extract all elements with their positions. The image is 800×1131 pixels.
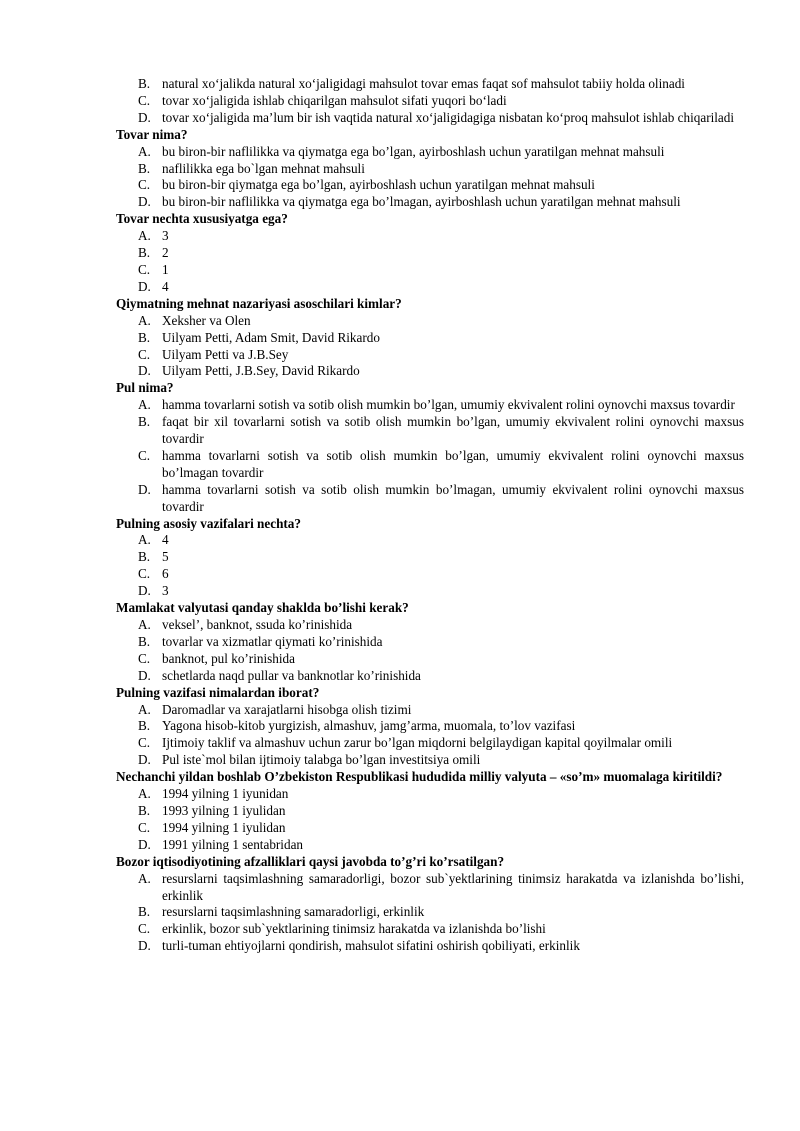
question-block bbox=[116, 211, 744, 296]
option-text: 6 bbox=[162, 566, 169, 582]
answer-option bbox=[116, 194, 744, 211]
answer-option bbox=[116, 397, 744, 414]
question-block bbox=[116, 516, 744, 601]
answer-option bbox=[116, 668, 744, 685]
option-text: 3 bbox=[162, 228, 169, 244]
answer-option bbox=[116, 786, 744, 803]
option-letter: C. bbox=[138, 92, 151, 108]
answer-option bbox=[116, 76, 744, 93]
question-text: Bozor iqtisodiyotining afzalliklari qaysi javobda to’g’ri ko’rsatilgan? bbox=[116, 853, 505, 869]
answer-option bbox=[116, 110, 744, 127]
option-letter: B. bbox=[138, 245, 151, 261]
option-letter: D. bbox=[138, 583, 151, 599]
question-block bbox=[116, 769, 744, 854]
question-text: Tovar nechta xususiyatga ega? bbox=[116, 211, 288, 227]
options-list bbox=[116, 532, 744, 600]
option-letter: C. bbox=[138, 177, 151, 193]
option-text: hamma tovarlarni sotish va sotib olish mumkin bo’lgan, umumiy ekvivalent rolini oynovchi maxsus bo’lmagan tovardir bbox=[162, 447, 744, 480]
question-text: Pul nima? bbox=[116, 380, 174, 396]
question-text: Pulning vazifasi nimalardan iborat? bbox=[116, 684, 320, 700]
answer-option bbox=[116, 279, 744, 296]
option-letter: A. bbox=[138, 786, 151, 802]
option-text: 1991 yilning 1 sentabridan bbox=[162, 836, 304, 852]
option-text: hamma tovarlarni sotish va sotib olish mumkin bo’lmagan, umumiy ekvivalent rolini oynovchi maxsus tovardir bbox=[162, 481, 744, 514]
option-text: Daromadlar va xarajatlarni hisobga olish tizimi bbox=[162, 701, 412, 717]
options-list bbox=[116, 871, 744, 956]
answer-option bbox=[116, 820, 744, 837]
answer-option bbox=[116, 566, 744, 583]
question-block bbox=[116, 854, 744, 955]
answer-option bbox=[116, 803, 744, 820]
option-text: bu biron-bir naflilikka va qiymatga ega bo’lmagan, ayirboshlash uchun yaratilgan mehnat mahsuli bbox=[162, 194, 681, 210]
option-text: hamma tovarlarni sotish va sotib olish mumkin bo’lgan, umumiy ekvivalent rolini oynovchi maxsus tovardir bbox=[162, 397, 735, 413]
questions-container bbox=[116, 127, 744, 955]
answer-option bbox=[116, 363, 744, 380]
option-text: 1993 yilning 1 iyulidan bbox=[162, 802, 286, 818]
answer-option bbox=[116, 837, 744, 854]
option-text: resurslarni taqsimlashning samaradorligi, erkinlik bbox=[162, 904, 425, 920]
answer-option bbox=[116, 921, 744, 938]
answer-option bbox=[116, 634, 744, 651]
answer-option bbox=[116, 702, 744, 719]
options-list bbox=[116, 702, 744, 770]
options-list bbox=[116, 786, 744, 854]
option-letter: B. bbox=[138, 549, 151, 565]
answer-option bbox=[116, 228, 744, 245]
option-letter: B. bbox=[138, 414, 151, 430]
question-block bbox=[116, 380, 744, 515]
option-text: 1994 yilning 1 iyunidan bbox=[162, 786, 289, 802]
option-text: bu biron-bir qiymatga ega bo’lgan, ayirboshlash uchun yaratilgan mehnat mahsuli bbox=[162, 177, 595, 193]
option-letter: A. bbox=[138, 701, 151, 717]
option-letter: A. bbox=[138, 228, 151, 244]
options-list bbox=[116, 228, 744, 296]
option-letter: B. bbox=[138, 329, 151, 345]
option-letter: B. bbox=[138, 76, 151, 91]
answer-option bbox=[116, 262, 744, 279]
option-letter: B. bbox=[138, 160, 151, 176]
option-text: Xeksher va Olen bbox=[162, 312, 251, 328]
option-text: faqat bir xil tovarlarni sotish va sotib olish mumkin bo’lgan, umumiy ekvivalent rolini oynovchi maxsus tovardir bbox=[162, 414, 744, 447]
option-text: 5 bbox=[162, 549, 169, 565]
option-letter: A. bbox=[138, 617, 151, 632]
option-letter: D. bbox=[138, 194, 151, 210]
answer-option bbox=[116, 871, 744, 905]
option-text: banknot, pul ko’rinishida bbox=[162, 650, 295, 666]
answer-option bbox=[116, 93, 744, 110]
option-letter: D. bbox=[138, 363, 151, 379]
option-letter: C. bbox=[138, 819, 151, 835]
option-text: 1 bbox=[162, 261, 169, 277]
option-letter: D. bbox=[138, 938, 151, 954]
question-block bbox=[116, 127, 744, 212]
option-letter: B. bbox=[138, 904, 151, 920]
question-block bbox=[116, 296, 744, 381]
option-letter: B. bbox=[138, 802, 151, 818]
answer-option bbox=[116, 938, 744, 955]
answer-option bbox=[116, 414, 744, 448]
option-letter: B. bbox=[138, 633, 151, 649]
option-text: natural xo‘jalikda natural xo‘jaligidagi mahsulot tovar emas faqat sof mahsulot tabiiy holda olinadi bbox=[162, 76, 685, 91]
option-text: resurslarni taqsimlashning samaradorligi, bozor sub`yektlarining tinimsiz harakatda va izlanishda bo’lishi, erkinlik bbox=[162, 870, 744, 903]
question-text: Mamlakat valyutasi qanday shaklda bo’lishi kerak? bbox=[116, 600, 409, 616]
option-letter: A. bbox=[138, 532, 151, 548]
answer-option bbox=[116, 583, 744, 600]
option-text: Uilyam Petti va J.B.Sey bbox=[162, 346, 289, 362]
option-letter: D. bbox=[138, 278, 151, 294]
option-text: tovar xo‘jaligida ishlab chiqarilgan mahsulot sifati yuqori bo‘ladi bbox=[162, 92, 507, 108]
answer-option bbox=[116, 549, 744, 566]
answer-option bbox=[116, 245, 744, 262]
option-letter: C. bbox=[138, 447, 151, 463]
answer-option bbox=[116, 347, 744, 364]
option-text: 3 bbox=[162, 583, 169, 599]
option-letter: D. bbox=[138, 752, 151, 768]
options-list bbox=[116, 313, 744, 381]
option-text: 1994 yilning 1 iyulidan bbox=[162, 819, 286, 835]
option-text: schetlarda naqd pullar va banknotlar ko’rinishida bbox=[162, 667, 421, 683]
option-text: 2 bbox=[162, 245, 169, 261]
option-letter: A. bbox=[138, 397, 151, 413]
option-text: turli-tuman ehtiyojlarni qondirish, mahsulot sifatini oshirish qobiliyati, erkinlik bbox=[162, 938, 580, 954]
answer-option bbox=[116, 904, 744, 921]
answer-option bbox=[116, 177, 744, 194]
answer-option bbox=[116, 448, 744, 482]
option-text: tovarlar va xizmatlar qiymati ko’rinishida bbox=[162, 633, 383, 649]
options-list bbox=[116, 144, 744, 212]
answer-option bbox=[116, 482, 744, 516]
option-letter: C. bbox=[138, 346, 151, 362]
option-text: 4 bbox=[162, 278, 169, 294]
options-list bbox=[116, 397, 744, 515]
option-text: tovar xo‘jaligida ma’lum bir ish vaqtida natural xo‘jaligidagiga nisbatan ko‘proq mahsulot ishlab chiqariladi bbox=[162, 109, 735, 125]
option-text: naflilikka ega bo`lgan mehnat mahsuli bbox=[162, 160, 365, 176]
answer-option bbox=[116, 144, 744, 161]
question-text: Pulning asosiy vazifalari nechta? bbox=[116, 515, 301, 531]
option-letter: B. bbox=[138, 718, 151, 734]
option-text: Uilyam Petti, J.B.Sey, David Rikardo bbox=[162, 363, 360, 379]
option-letter: A. bbox=[138, 312, 151, 328]
option-letter: D. bbox=[138, 109, 151, 125]
option-text: Pul iste`mol bilan ijtimoiy talabga bo’lgan investitsiya omili bbox=[162, 752, 481, 768]
answer-option bbox=[116, 752, 744, 769]
question-block bbox=[116, 600, 744, 685]
options-list bbox=[116, 617, 744, 685]
option-text: Ijtimoiy taklif va almashuv uchun zarur bo’lgan miqdorni belgilaydigan kapital qoyilmalar omili bbox=[162, 735, 673, 751]
answer-option bbox=[116, 617, 744, 634]
question-block bbox=[116, 685, 744, 770]
answer-option bbox=[116, 330, 744, 347]
option-text: Uilyam Petti, Adam Smit, David Rikardo bbox=[162, 329, 380, 345]
answer-option bbox=[116, 532, 744, 549]
option-letter: C. bbox=[138, 566, 151, 582]
lead-options-list bbox=[116, 76, 744, 127]
option-text: 4 bbox=[162, 532, 169, 548]
answer-option bbox=[116, 651, 744, 668]
question-text: Nechanchi yildan boshlab O’zbekiston Respublikasi hududida milliy valyuta – «so’m» muomalaga kiritildi? bbox=[116, 769, 723, 785]
question-text: Qiymatning mehnat nazariyasi asoschilari kimlar? bbox=[116, 295, 402, 311]
option-letter: D. bbox=[138, 481, 151, 497]
option-letter: C. bbox=[138, 735, 151, 751]
question-text: Tovar nima? bbox=[116, 126, 188, 142]
option-letter: A. bbox=[138, 870, 151, 886]
answer-option bbox=[116, 313, 744, 330]
option-text: Yagona hisob-kitob yurgizish, almashuv, jamg’arma, muomala, to’lov vazifasi bbox=[162, 718, 576, 734]
option-letter: C. bbox=[138, 921, 151, 937]
option-letter: C. bbox=[138, 650, 151, 666]
answer-option bbox=[116, 735, 744, 752]
option-letter: A. bbox=[138, 143, 151, 159]
option-text: erkinlik, bozor sub`yektlarining tinimsiz harakatda va izlanishda bo’lishi bbox=[162, 921, 546, 937]
answer-option bbox=[116, 161, 744, 178]
option-letter: D. bbox=[138, 667, 151, 683]
option-letter: C. bbox=[138, 261, 151, 277]
option-text: bu biron-bir naflilikka va qiymatga ega bo’lgan, ayirboshlash uchun yaratilgan mehnat mahsuli bbox=[162, 143, 665, 159]
answer-option bbox=[116, 718, 744, 735]
option-text: veksel’, banknot, ssuda ko’rinishida bbox=[162, 617, 353, 632]
option-letter: D. bbox=[138, 836, 151, 852]
